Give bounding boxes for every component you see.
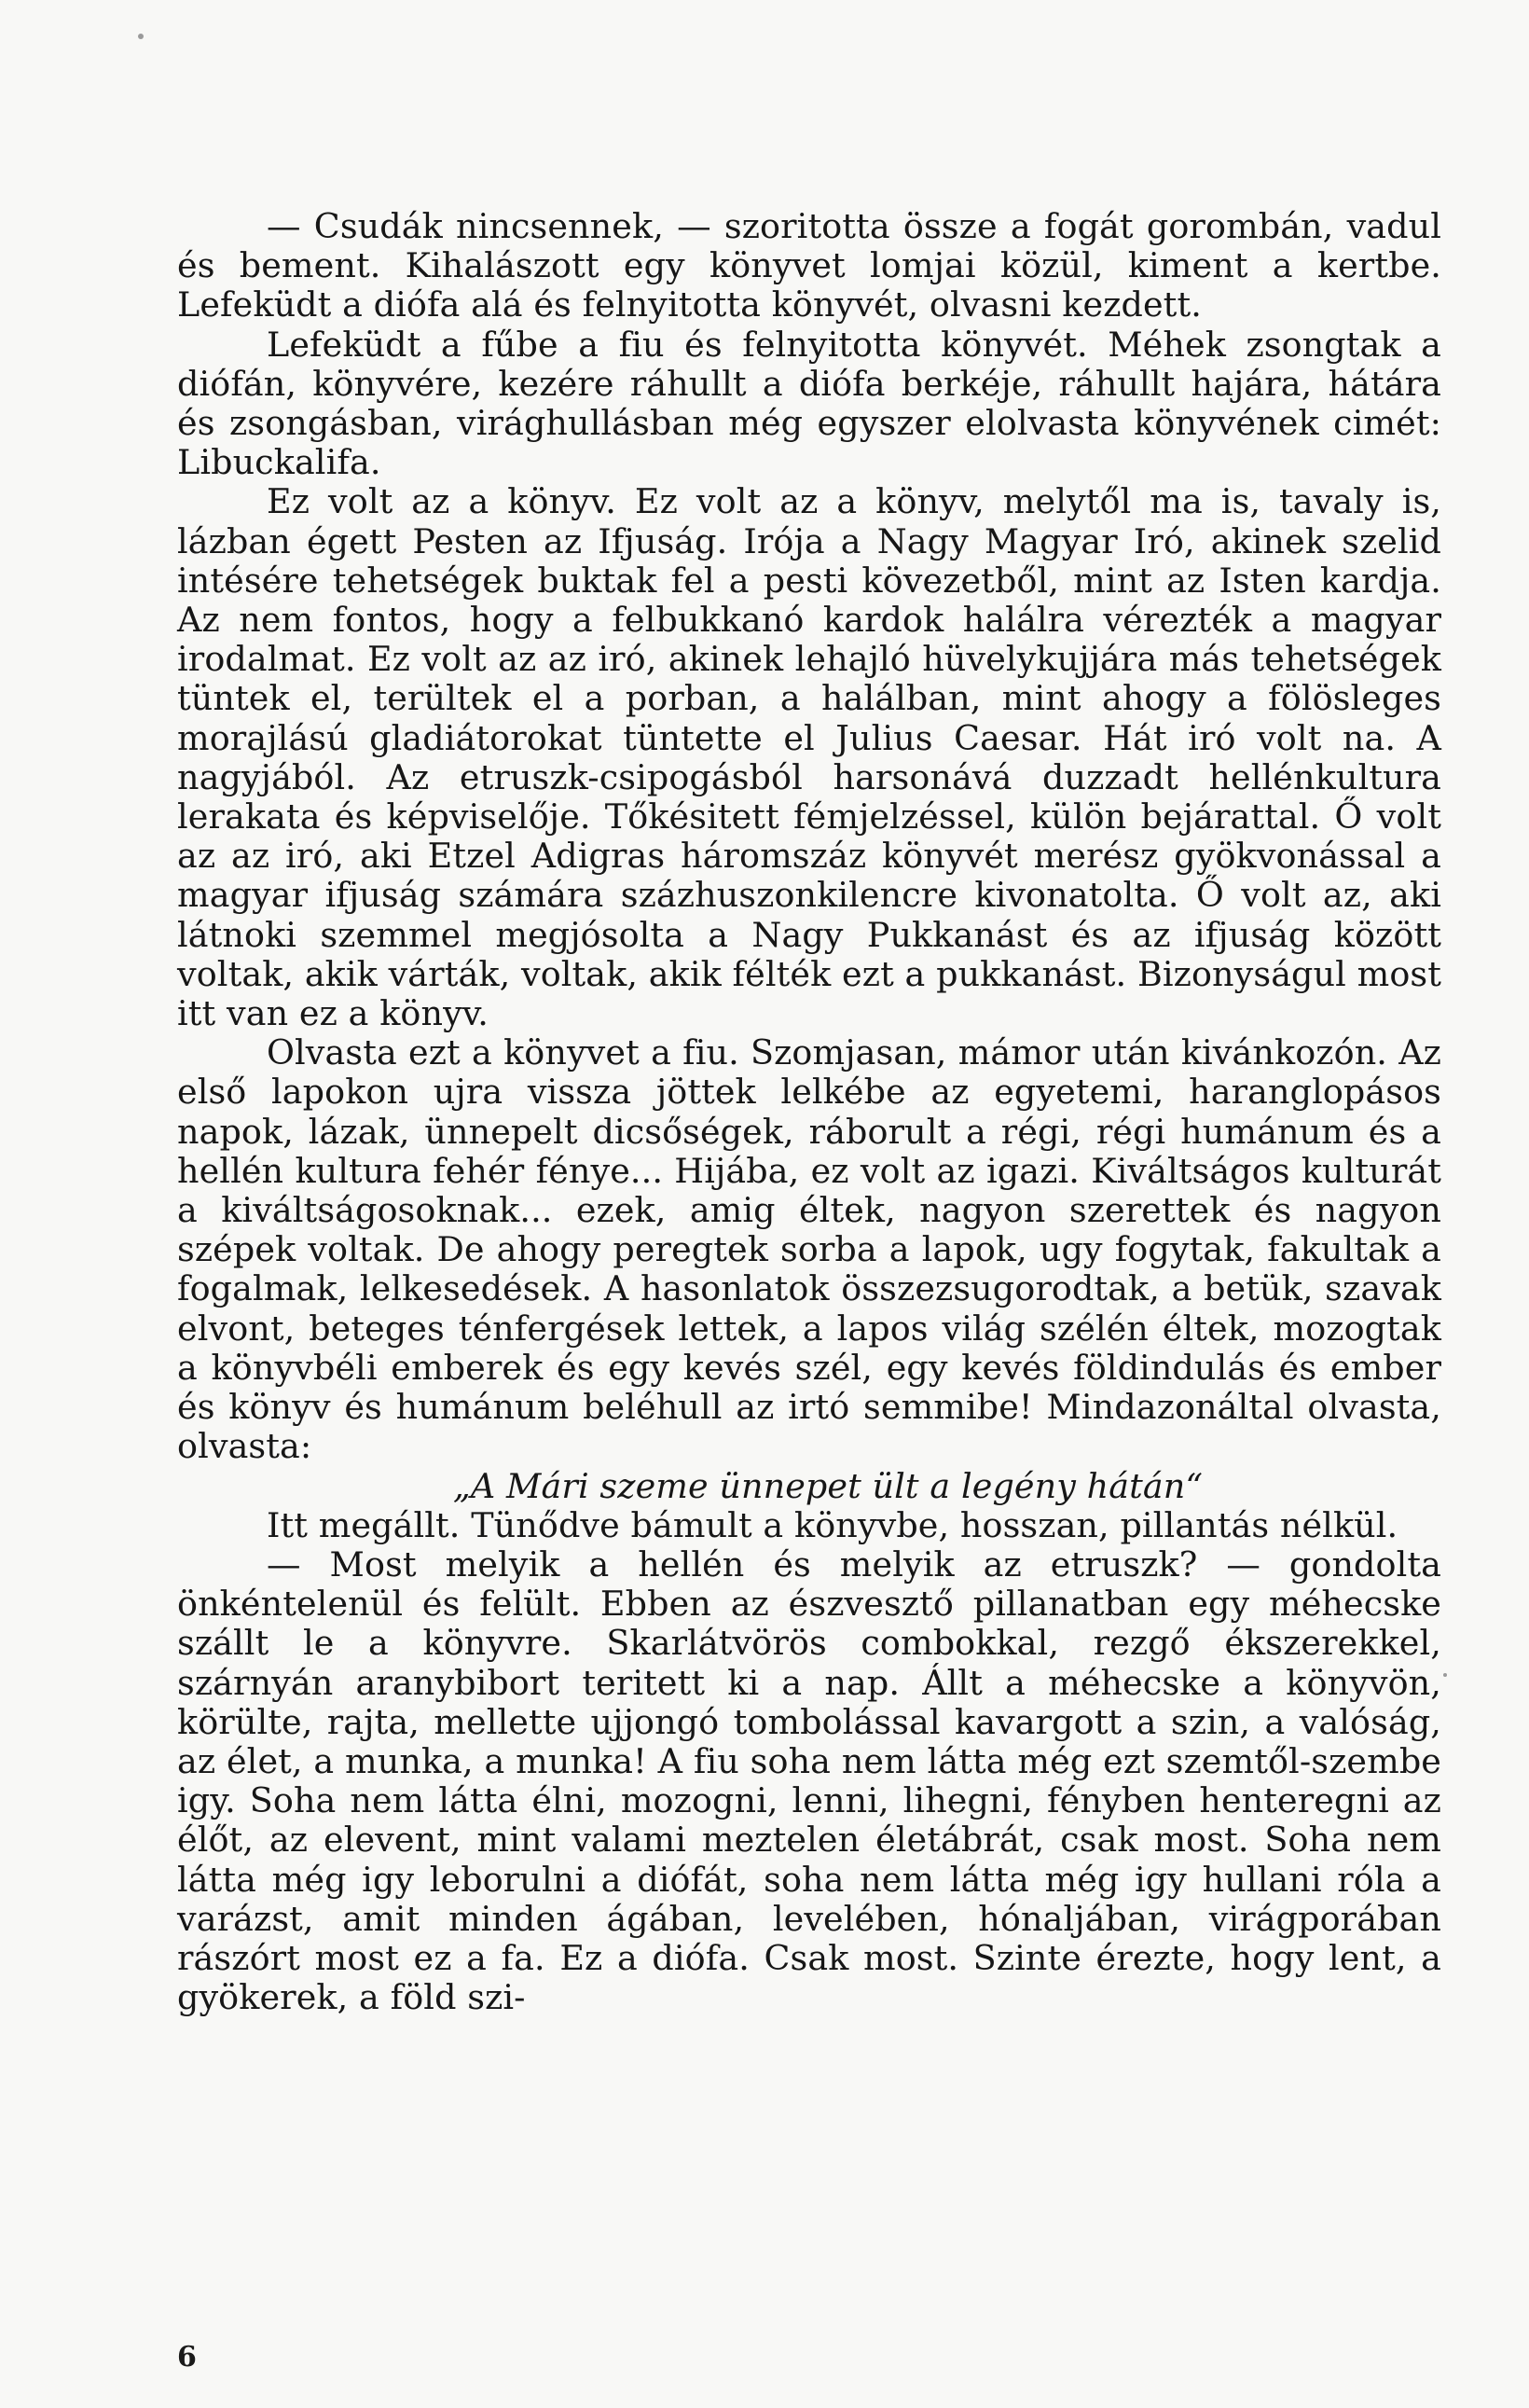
- paragraph: Itt megállt. Tünődve bámult a könyvbe, hosszan, pillantás nélkül.: [267, 1504, 1398, 1545]
- body-text: [177, 207, 1441, 2017]
- page-number: 6: [177, 2341, 197, 2373]
- paragraph: — Most melyik a hellén és melyik az etruszk? — gondolta önkéntelenül és felült. Ebben az észvesztő pillanatban egy méhecske szállt le a könyvre. Skarlátvörös combokkal, rezgő ékszerekkel, szárnyán aranybibort teritett ki a nap. Állt a méhecske a könyvön, körülte, rajta, mellette ujjongó tombolással kavargott a szin, a valóság, az élet, a munka, a munka! A fiu soha nem látta még ezt szemtől-szembe igy. Soha nem látta élni, mozogni, lenni, lihegni, fényben henteregni az élőt, az elevent, mint valami meztelen életábrát, csak most. Soha nem látta még igy leborulni a diófát, soha nem látta még igy hullani róla a varázst, amit minden ágában, levelében, hónaljában, virágporában rászórt most ez a fa. Ez a diófa. Csak most. Szinte érezte, hogy lent, a gyökerek, a föld szi-: [177, 1543, 1441, 2018]
- paragraph: — Csudák nincsennek, — szoritotta össze a fogát gorombán, vadul és bement. Kihalászott egy könyvet lomjai közül, kiment a kertbe. Lefeküdt a diófa alá és felnyitotta könyvét, olvasni kezdett.: [177, 206, 1441, 325]
- paragraph: Lefeküdt a fűbe a fiu és felnyitotta könyvét. Méhek zsongtak a diófán, könyvére, kezére ráhullt a diófa berkéje, ráhullt hajára, hátára és zsongásban, virághullásban még egyszer elolvasta könyvének cimét: Libuckalifa.: [177, 324, 1441, 483]
- print-speck: [138, 34, 144, 39]
- quoted-line: „A Mári szeme ünnepet ült a legény hátán“: [452, 1465, 1204, 1506]
- paragraph: Ez volt az a könyv. Ez volt az a könyv, melytől ma is, tavaly is, lázban égett Pesten az Ifjuság. Irója a Nagy Magyar Iró, akinek szelid intésére tehetségek buktak fel a pesti kövezetből, mint az Isten kardja. Az nem fontos, hogy a felbukkanó kardok halálra vérezték a magyar irodalmat. Ez volt az az iró, akinek lehajló hüvelykujjára más tehetségek tüntek el, terültek el a porban, a halálban, mint ahogy a fölösleges morajlású gladiátorokat tüntette el Julius Caesar. Hát iró volt na. A nagyjából. Az etruszk-csipogásból harsonává duzzadt hellénkultura lerakata és képviselője. Tőkésitett fémjelzéssel, külön bejárattal. Ő volt az az iró, aki Etzel Adigras háromszáz könyvét merész gyökvonással a magyar ifjuság számára százhuszonkilencre kivonatolta. Ő volt az, aki látnoki szemmel megjósolta a Nagy Pukkanást és az ifjuság között voltak, akik várták, voltak, akik félték ezt a pukkanást. Bizonyságul most itt van ez a könyv.: [177, 481, 1441, 1034]
- paragraph: Olvasta ezt a könyvet a fiu. Szomjasan, mámor után kivánkozón. Az első lapokon ujra vissza jöttek lelkébe az egyetemi, haranglopásos napok, lázak, ünnepelt dicsőségek, ráborult a régi, régi humánum és a hellén kultura fehér fénye... Hijába, ez volt az igazi. Kiváltságos kulturát a kiváltságosoknak... ezek, amig éltek, nagyon szerettek és nagyon szépek voltak. De ahogy peregtek sorba a lapok, ugy fogytak, fakultak a fogalmak, lelkesedések. A hasonlatok összezsugorodtak, a betük, szavak elvont, beteges ténfergések lettek, a lapos világ szélén éltek, mozogtak a könyvbéli emberek és egy kevés szél, egy kevés földindulás és ember és könyv és humánum beléhull az irtó semmibe! Mindazonáltal olvasta, olvasta:: [177, 1032, 1441, 1467]
- print-speck: [1443, 1673, 1447, 1677]
